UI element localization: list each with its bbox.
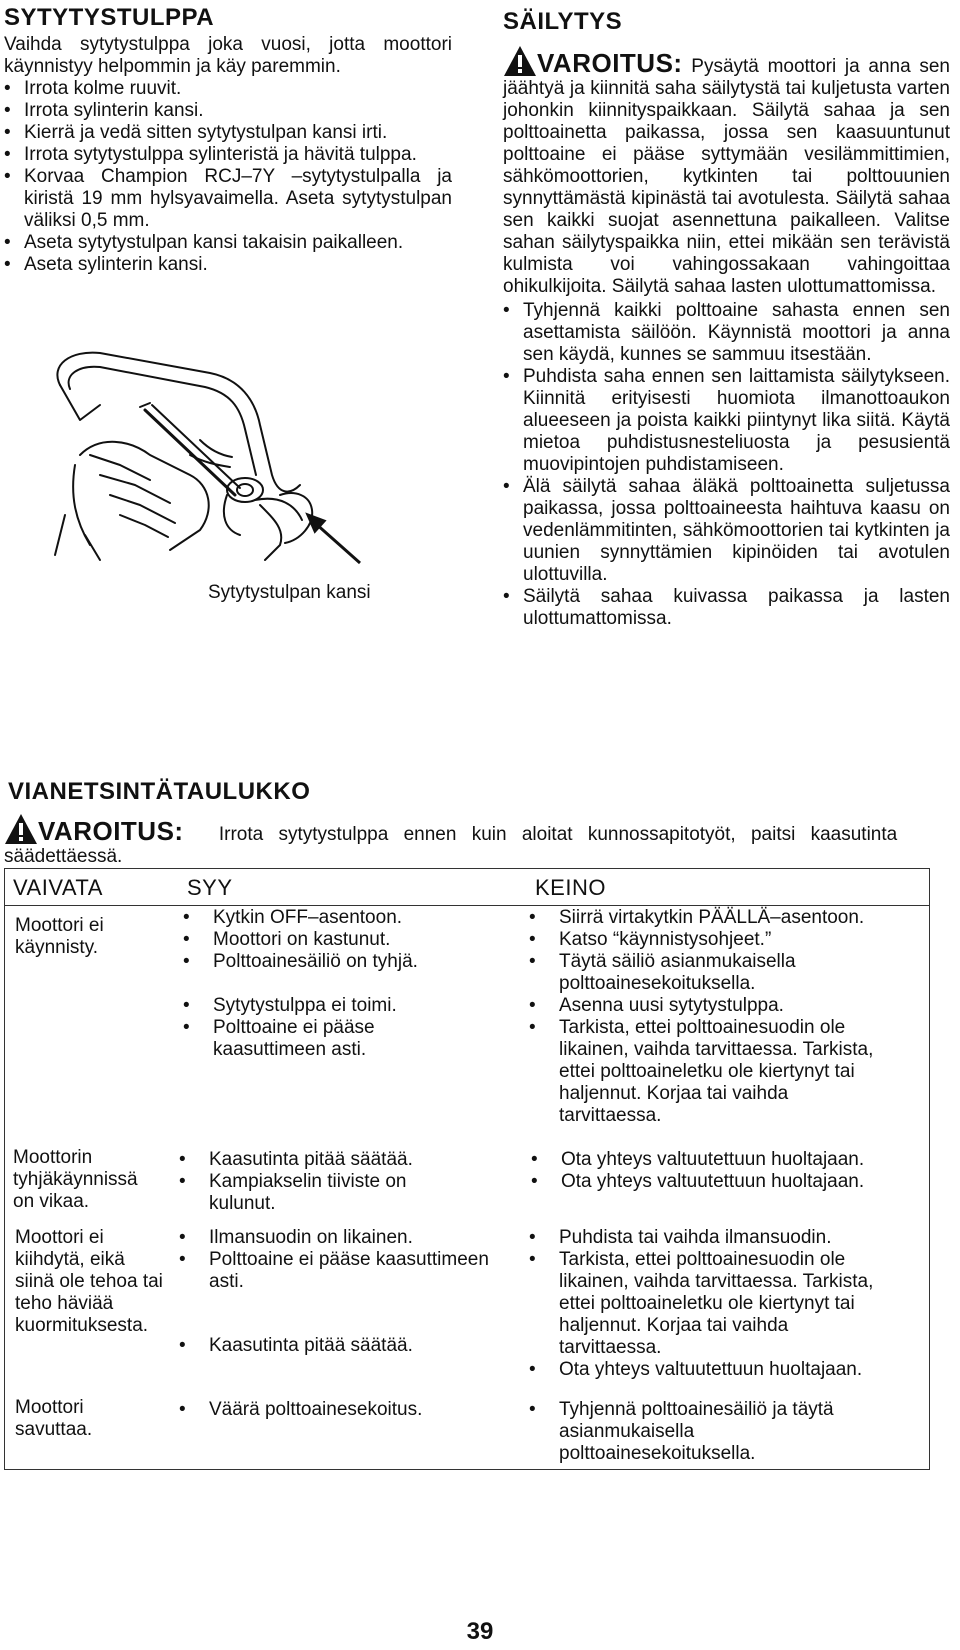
list-item: • Väärä polttoainesekoitus. (175, 1399, 515, 1421)
list-item: • Polttoaine ei pääse kaasuttimeen asti. (179, 1017, 529, 1061)
list-item: • Ota yhteys valtuutettuun huoltajaan. (527, 1171, 927, 1193)
spark-intro: Vaihda sytytystulppa joka vuosi, jotta moottori käynnistyy helpommin ja käy paremmin. (4, 34, 452, 77)
storage-bullets (503, 300, 950, 630)
spark-steps (4, 78, 452, 276)
cause-cell (179, 907, 529, 1061)
problem-cell: Moottori savuttaa. (15, 1397, 93, 1440)
section-title-trouble: VIANETSINTÄTAULUKKO (8, 778, 311, 805)
remedy-cell (525, 1399, 895, 1465)
warning-label: VAROITUS: (537, 48, 683, 78)
list-item: • Irrota kolme ruuvit. (4, 78, 452, 100)
troubleshooting-table (4, 868, 930, 1470)
list-item: • Polttoainesäiliö on tyhjä. (179, 951, 529, 973)
warning-label: VAROITUS: (38, 816, 184, 846)
warning-text: Irrota sytytystulppa ennen kuin aloitat kunnossapitotyöt, paitsi kaasutinta säädettäessä. (4, 824, 898, 867)
section-title-spark: SYTYTYSTULPPA (4, 4, 215, 31)
list-item: • Kampiakselin tiiviste on kulunut. (175, 1171, 465, 1215)
problem-cell: Moottori ei käynnisty. (15, 915, 104, 958)
problem-cell: Moottori ei kiihdytä, eikä siinä ole tehoa tai teho häviää kuormituksesta. (15, 1227, 163, 1336)
warning-text: Pysäytä moottori ja anna sen jäähtyä ja kiinnitä saha säilytystä tai kuljetusta varten johonkin kiinnityspaikkaan. Säilytä sahaa ja sen polttoainetta paikassa, jossa sen kaasuuntunut polttoaine ei pääse syttymään vesilämmittimien, sähkömoottorien, kytkinten tai polttouunien synnyttämästä kipinästä tai avotulesta. Säilytä sahaa sen kaikki suojat asennettuna paikalleen. Valitse sahan säilytyspaikka niin, ettei mikään sen terävistä kulmista voi vahingossakaan vahingoittaa ohikulkijoita. Säilytä sahaa lasten ulottumattomissa. (503, 56, 950, 297)
storage-warning (503, 44, 950, 298)
list-item: • Puhdista saha ennen sen laittamista säilytykseen. Kiinnitä erityisesti huomiota ilmanottoaukon alueeseen ja poista kaikki piintynyt lika siitä. Käytä mietoa puhdistusnesteliuosta ja pesusientä muovipintojen puhdistamiseen. (503, 366, 950, 476)
warning-icon (503, 44, 537, 78)
figure-caption: Sytytystulpan kansi (208, 582, 371, 603)
list-item: • Irrota sytytystulppa sylinteristä ja hävitä tulppa. (4, 144, 452, 166)
page-number: 39 (466, 1618, 494, 1645)
trouble-warning (4, 812, 930, 868)
spark-plug-cover-illustration (40, 345, 370, 575)
list-item: • Moottori on kastunut. (179, 929, 529, 951)
list-item: • Kierrä ja vedä sitten sytytystulpan kansi irti. (4, 122, 452, 144)
list-item: • Tyhjennä kaikki polttoaine sahasta ennen sen asettamista säilöön. Käynnistä moottori ja anna sen käydä, kunnes se sammuu itsestään. (503, 300, 950, 366)
list-item: • Ilmansuodin on likainen. (175, 1227, 525, 1249)
storage-section (503, 8, 950, 630)
list-item: • Asenna uusi sytytystulppa. (525, 995, 925, 1017)
column-header-cause: SYY (187, 875, 233, 900)
column-header-problem: VAIVATA (13, 875, 103, 900)
list-item: • Täytä säiliö asianmukaisella polttoainesekoituksella. (525, 951, 925, 995)
problem-cell: Moottorin tyhjäkäynnissä on vikaa. (13, 1147, 138, 1212)
list-item: • Tarkista, ettei polttoainesuodin ole likainen, vaihda tarvittaessa. Tarkista, ettei polttoaineletku ole kiertynyt tai haljennut. Korjaa tai vaihda tarvittaessa. (525, 1249, 925, 1359)
list-item: • Älä säilytä sahaa äläkä polttoainetta suljetussa paikassa, jossa polttoaineesta haihtuva kaasu on vedenlämmitinten, sähkömoottorien tai kytkinten ja uunien synnyttämien kipinöiden tai avotulen ulottuvilla. (503, 476, 950, 586)
list-item: • Katso “käynnistysohjeet.” (525, 929, 925, 951)
list-item: • Korvaa Champion RCJ–7Y –sytytystulpalla ja kiristä 19 mm hylsyavaimella. Aseta sytytystulpan väliksi 0,5 mm. (4, 166, 452, 232)
list-item: • Aseta sytytystulpan kansi takaisin paikalleen. (4, 232, 452, 254)
list-item: • Tarkista, ettei polttoainesuodin ole likainen, vaihda tarvittaessa. Tarkista, ettei polttoaineletku ole kiertynyt tai haljennut. Korjaa tai vaihda tarvittaessa. (525, 1017, 925, 1127)
cause-cell (175, 1227, 525, 1357)
list-item: • Sytytystulppa ei toimi. (179, 995, 529, 1017)
remedy-cell (525, 907, 925, 1127)
list-item: • Tyhjennä polttoainesäiliö ja täytä asianmukaisella polttoainesekoituksella. (525, 1399, 895, 1465)
list-item: • Kaasutinta pitää säätää. (175, 1335, 525, 1357)
list-item: • Polttoaine ei pääse kaasuttimeen asti. (175, 1249, 525, 1293)
list-item: • Irrota sylinterin kansi. (4, 100, 452, 122)
list-item: • Siirrä virtakytkin PÄÄLLÄ–asentoon. (525, 907, 925, 929)
list-item: • Kytkin OFF–asentoon. (179, 907, 529, 929)
list-item: • Säilytä sahaa kuivassa paikassa ja lasten ulottumattomissa. (503, 586, 950, 630)
column-header-remedy: KEINO (535, 875, 606, 900)
list-item: • Kaasutinta pitää säätää. (175, 1149, 465, 1171)
section-title-storage: SÄILYTYS (503, 8, 623, 35)
cause-cell (175, 1399, 515, 1421)
spark-section (4, 4, 452, 276)
list-item: • Ota yhteys valtuutettuun huoltajaan. (525, 1359, 925, 1381)
warning-icon (4, 812, 38, 846)
list-item: • Aseta sylinterin kansi. (4, 254, 452, 276)
remedy-cell (525, 1227, 925, 1381)
list-item: • Ota yhteys valtuutettuun huoltajaan. (527, 1149, 927, 1171)
cause-cell (175, 1149, 465, 1215)
list-item: • Puhdista tai vaihda ilmansuodin. (525, 1227, 925, 1249)
remedy-cell (527, 1149, 927, 1193)
header-divider (5, 905, 929, 906)
